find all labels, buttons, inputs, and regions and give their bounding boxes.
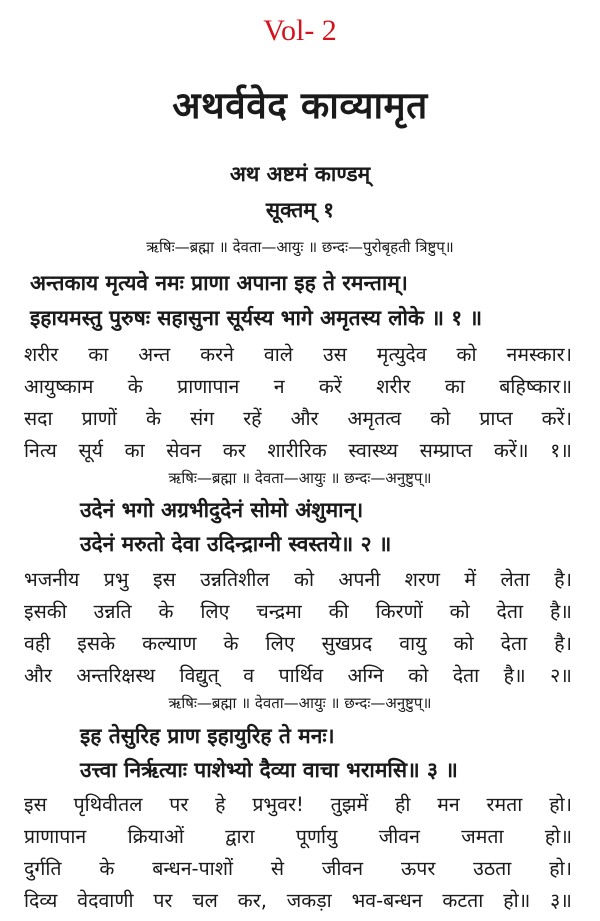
translation-3-line-3: दुर्गति के बन्धन-पाशों से जीवन ऊपर उठता हो। bbox=[24, 857, 572, 880]
rishi-devata-line-2: ऋषिः—ब्रह्मा ॥ देवता—आयुः ॥ छन्दः—अनुष्टुप्॥ bbox=[168, 469, 432, 487]
translation-3-line-4: दिव्य वेदवाणी पर चल कर, जकड़ा भव-बन्धन कटता हो॥ ३॥ bbox=[24, 889, 572, 912]
mantra-1-line-1: अन्तकाय मृत्यवे नमः प्राणा अपाना इह ते रमन्ताम्। bbox=[30, 271, 408, 295]
sukta-heading: सूक्तम् १ bbox=[265, 198, 335, 222]
kanda-heading: अथ अष्टमं काण्डम् bbox=[229, 162, 371, 186]
translation-2-line-2: इसकी उन्नति के लिए चन्द्रमा की किरणों को देता है॥ bbox=[24, 600, 572, 623]
page-title: अथर्ववेद काव्यामृत bbox=[172, 84, 428, 127]
mantra-3-line-2: उत्त्वा निर्ऋत्याः पाशेभ्यो दैव्या वाचा भरामसि॥ ३ ॥ bbox=[80, 758, 458, 782]
mantra-1-line-2: इहायमस्तु पुरुषः सहासुना सूर्यस्य भागे अमृतस्य लोके ॥ १ ॥ bbox=[30, 306, 483, 330]
rishi-devata-line-1: ऋषिः—ब्रह्मा ॥ देवता—आयुः ॥ छन्दः—पुरोबृहती त्रिष्टुप्॥ bbox=[146, 238, 454, 256]
translation-3-line-2: प्राणापान क्रियाओं द्वारा पूर्णायु जीवन जमता हो॥ bbox=[24, 825, 572, 848]
mantra-2-line-2: उदेनं मरुतो देवा उदिन्द्राग्नी स्वस्तये॥ २ ॥ bbox=[80, 532, 392, 556]
rishi-devata-line-3: ऋषिः—ब्रह्मा ॥ देवता—आयुः ॥ छन्दः—अनुष्टुप्॥ bbox=[168, 694, 432, 712]
mantra-2-line-1: उदेनं भगो अग्रभीदुदेनं सोमो अंशुमान्। bbox=[80, 498, 364, 522]
translation-1-line-2: आयुष्काम के प्राणापान न करें शरीर का बहिष्कार॥ bbox=[24, 375, 572, 398]
translation-3-line-1: इस पृथिवीतल पर हे प्रभुवर! तुझमें ही मन रमता हो। bbox=[24, 793, 572, 816]
translation-2-line-1: भजनीय प्रभु इस उन्नतिशील को अपनी शरण में लेता है। bbox=[24, 568, 572, 591]
translation-1-line-3: सदा प्राणों के संग रहें और अमृतत्व को प्राप्त करें। bbox=[24, 407, 572, 430]
translation-2-line-4: और अन्तरिक्षस्थ विद्युत् व पार्थिव अग्नि को देता है॥ २॥ bbox=[24, 664, 572, 687]
volume-label: Vol- 2 bbox=[263, 14, 337, 47]
mantra-3-line-1: इह तेसुरिह प्राण इहायुरिह ते मनः। bbox=[80, 724, 335, 748]
translation-1-line-1: शरीर का अन्त करने वाले उस मृत्युदेव को नमस्कार। bbox=[24, 343, 572, 366]
translation-2-line-3: वही इसके कल्याण के लिए सुखप्रद वायु को देता है। bbox=[24, 632, 572, 655]
translation-1-line-4: नित्य सूर्य का सेवन कर शारीरिक स्वास्थ्य सम्प्राप्त करें॥ १॥ bbox=[24, 439, 572, 462]
